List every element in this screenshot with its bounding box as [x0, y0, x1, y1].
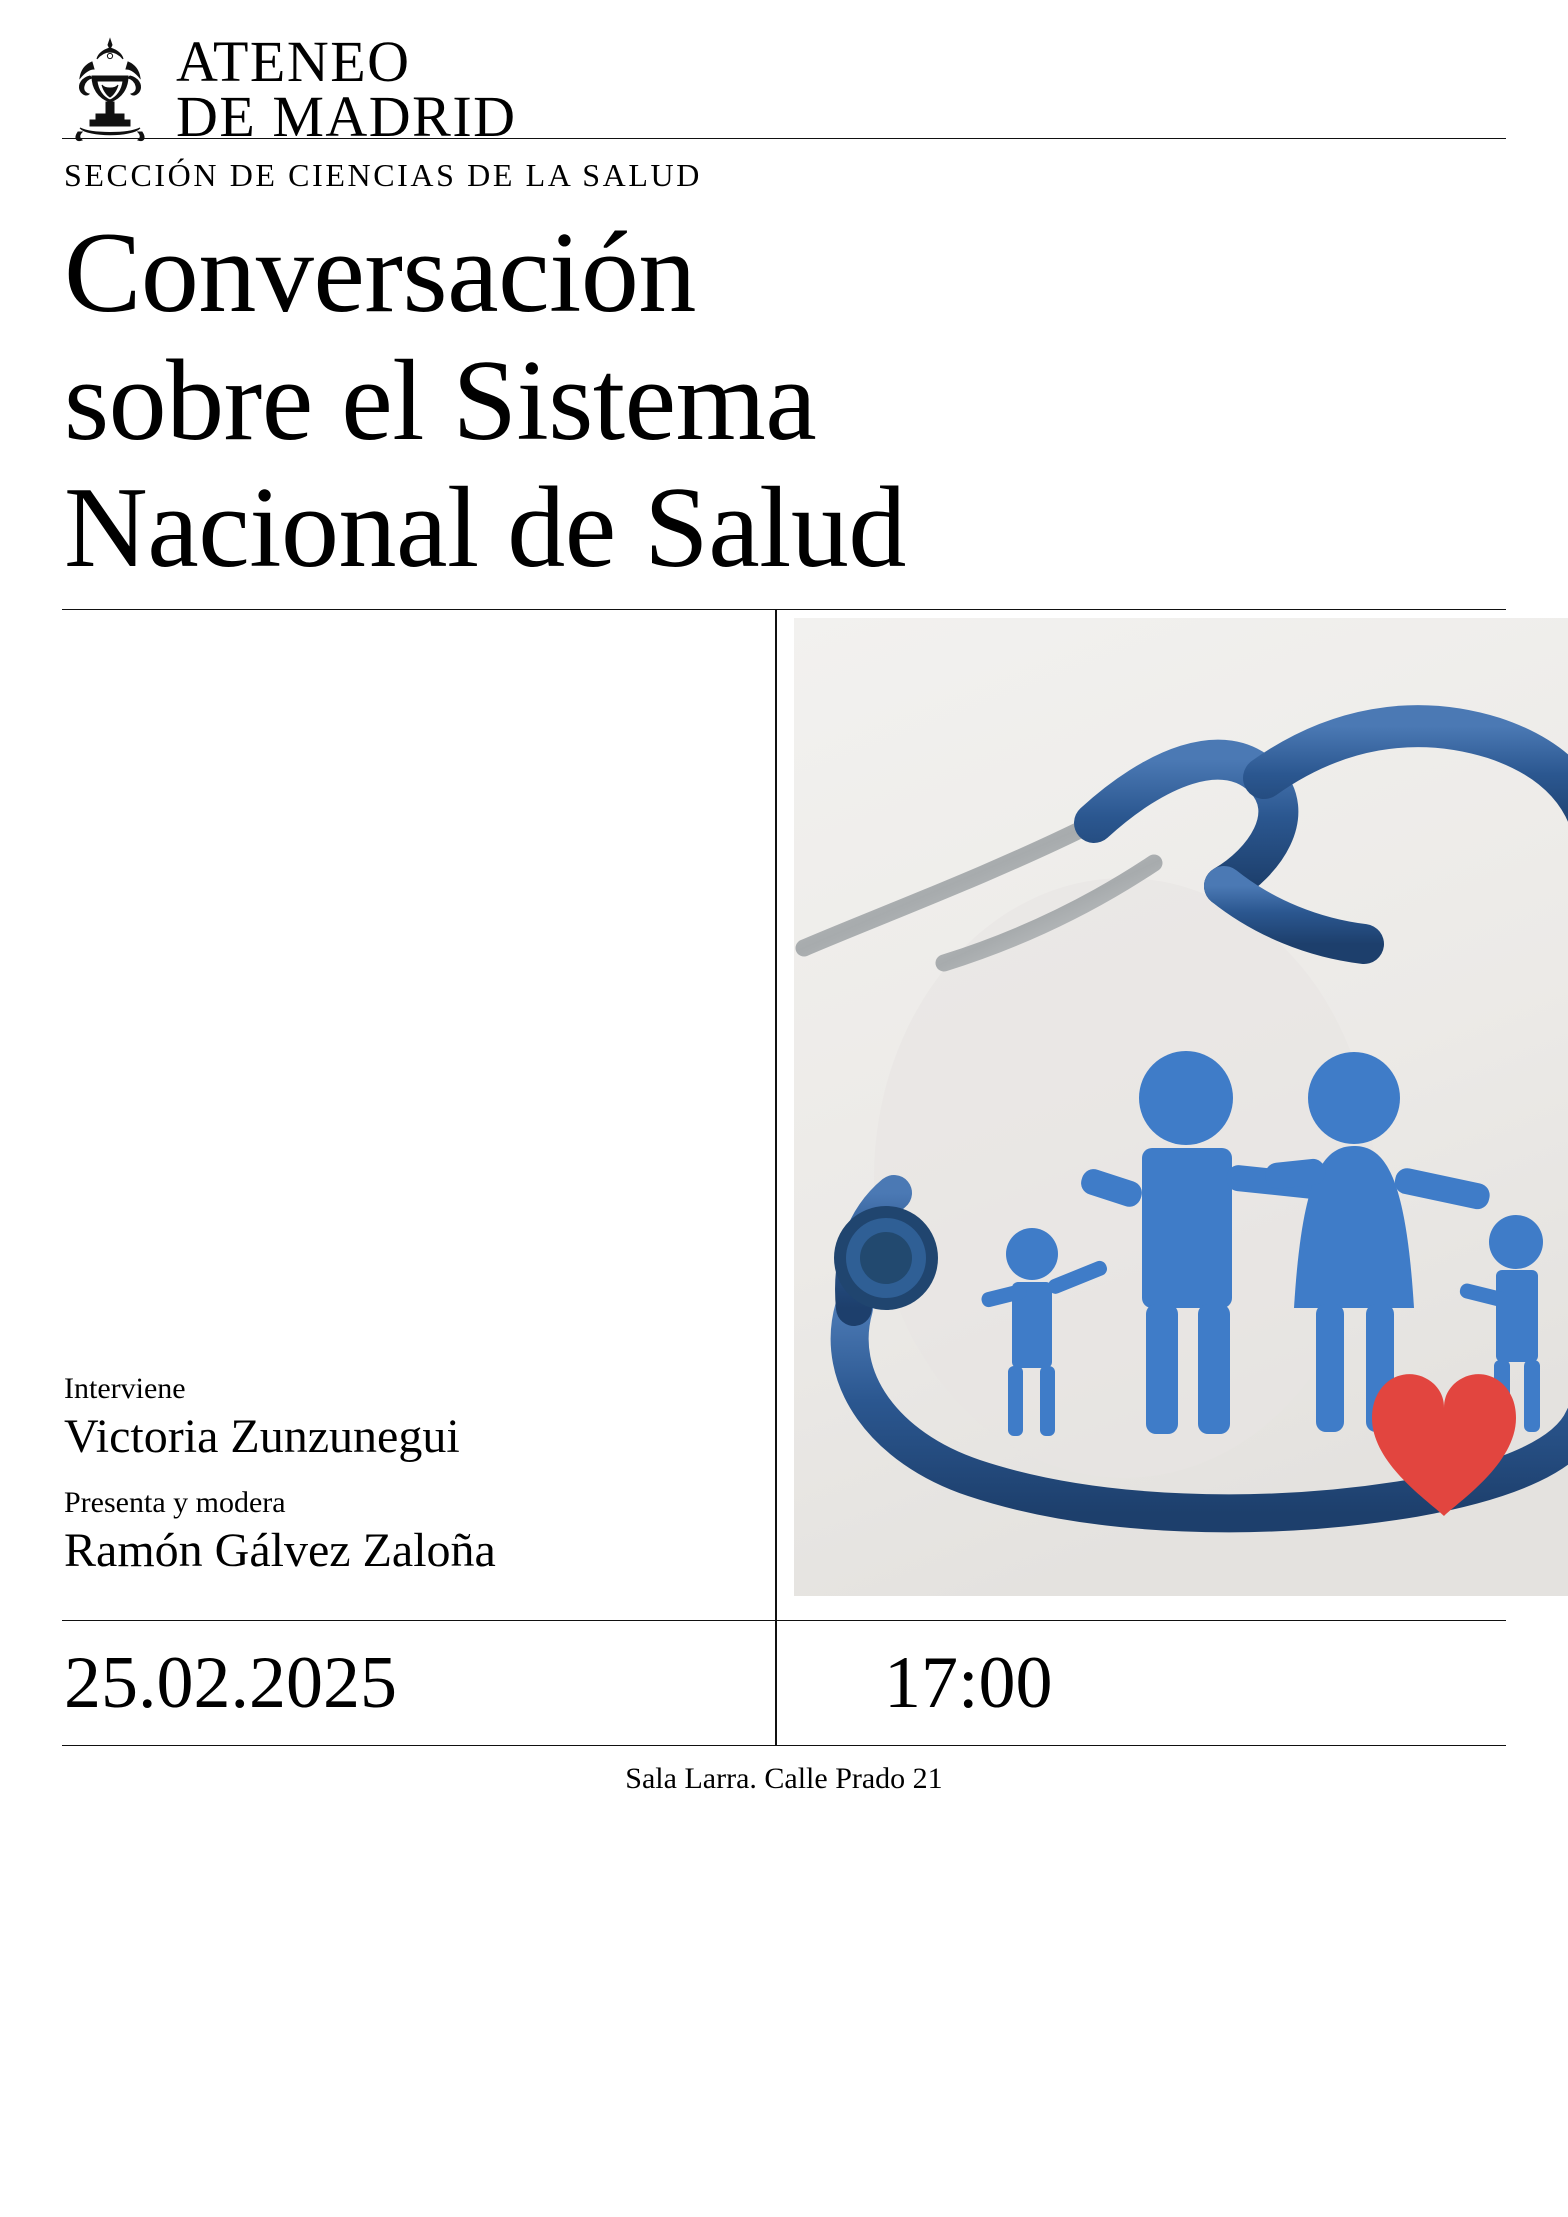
institution-name [176, 29, 517, 150]
event-time: 17:00 [884, 1641, 1053, 1724]
page-title [62, 200, 1506, 609]
credits-block [64, 1370, 724, 1580]
ateneo-crest-icon [62, 36, 158, 144]
datetime-divider [775, 1621, 777, 1745]
middle-section [62, 610, 1506, 1620]
moderator-role: Presenta y modera [64, 1485, 286, 1519]
section-label: SECCIÓN DE CIENCIAS DE LA SALUD [64, 157, 702, 193]
speaker-name: Victoria Zunzunegui [64, 1410, 460, 1464]
stethoscope-paper-family-photo [794, 618, 1568, 1596]
page-title-line2: sobre el Sistema [64, 336, 817, 465]
moderator-name: Ramón Gálvez Zaloña [64, 1524, 496, 1578]
institution-name-line2: DE MADRID [176, 84, 517, 150]
event-datetime [62, 1621, 1506, 1745]
event-date: 25.02.2025 [64, 1641, 397, 1724]
page-title-line3: Nacional de Salud [64, 464, 906, 593]
institution-name-line1: ATENEO [176, 29, 411, 94]
page-title-line1: Conversación [64, 209, 696, 337]
vertical-divider [775, 610, 777, 1620]
speaker-role: Interviene [64, 1371, 186, 1405]
event-venue: Sala Larra. Calle Prado 21 [625, 1761, 943, 1795]
institution-logo [62, 0, 1506, 150]
